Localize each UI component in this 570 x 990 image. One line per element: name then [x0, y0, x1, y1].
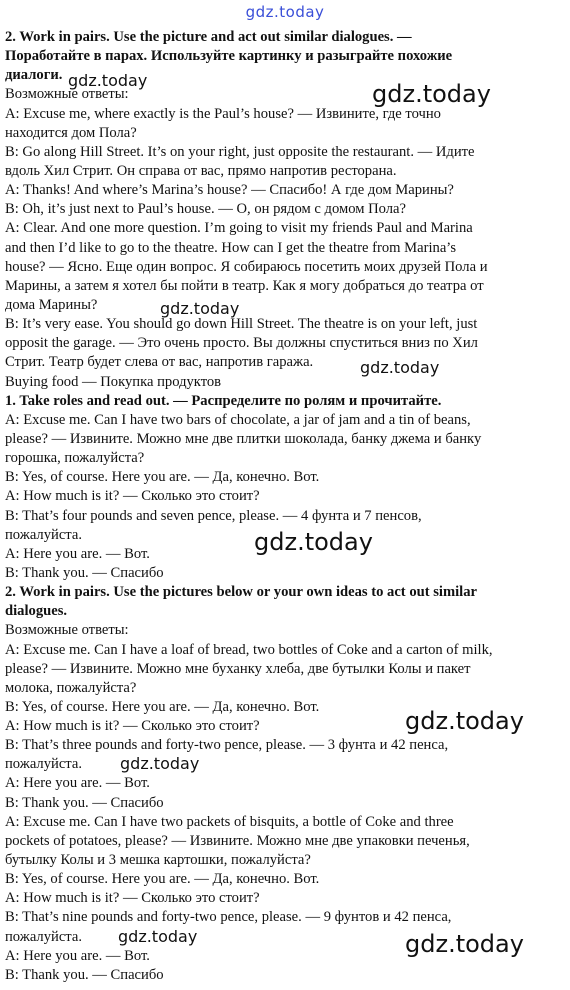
text-line: Марины, а затем я хотел бы пойти в театр. Как я могу добраться до театра от [5, 277, 484, 294]
text-line: A: Excuse me. Can I have a loaf of bread, two bottles of Coke and a carton of milk, [5, 641, 493, 658]
text-line: Buying food — Покупка продуктов [5, 373, 222, 390]
heading-line: Поработайте в парах. Используйте картинку и разыграйте похожие [5, 48, 453, 65]
watermark: gdz.today [118, 927, 198, 946]
text-line: B: Yes, of course. Here you are. — Да, конечно. Вот. [5, 871, 320, 888]
text-line: B: Go along Hill Street. It’s on your right, just opposite the restaurant. — Идите [5, 143, 475, 160]
text-line: B: Thank you. — Спасибо [5, 966, 164, 983]
text-line: B: Yes, of course. Here you are. — Да, конечно. Вот. [5, 469, 320, 486]
text-line: house? — Ясно. Еще один вопрос. Я собираюсь посетить моих друзей Пола и [5, 258, 488, 275]
header-watermark: gdz.today [245, 3, 325, 21]
text-line: находится дом Пола? [5, 124, 137, 141]
text-line: B: It’s very ease. You should go down Hill Street. The theatre is on your left, just [5, 316, 478, 333]
watermark: gdz.today [68, 71, 148, 90]
text-line: A: Here you are. — Вот. [5, 775, 150, 792]
text-line: and then I’d like to go to the theatre. How can I get the theatre from Marina’s [5, 239, 457, 256]
text-line: please? — Извините. Можно мне две плитки шоколада, банку джема и банку [5, 430, 482, 447]
text-line: opposit the garage. — Это очень просто. Вы должны спуститься вниз по Хил [5, 335, 478, 352]
watermark: gdz.today [405, 707, 524, 735]
text-line: A: Excuse me, where exactly is the Paul’s house? — Извините, где точно [5, 105, 441, 122]
text-line: B: That’s four pounds and seven pence, please. — 4 фунта и 7 пенсов, [5, 507, 422, 524]
watermark: gdz.today [254, 528, 373, 556]
text-line: A: Excuse me. Can I have two packets of bisquits, a bottle of Coke and three [5, 813, 454, 830]
document-body [5, 28, 565, 985]
text-line: A: Excuse me. Can I have two bars of chocolate, a jar of jam and a tin of beans, [5, 411, 471, 428]
text-line: Стрит. Театр будет слева от вас, напротив гаража. [5, 354, 314, 371]
text-line: please? — Извините. Можно мне буханку хлеба, две бутылки Колы и пакет [5, 660, 471, 677]
heading-line: dialogues. [5, 603, 68, 620]
text-line: A: How much is it? — Сколько это стоит? [5, 718, 260, 735]
watermark: gdz.today [360, 358, 440, 377]
text-line: пожалуйста. [5, 928, 82, 945]
text-line: A: Here you are. — Вот. [5, 947, 150, 964]
watermark: gdz.today [120, 754, 200, 773]
text-line: горошка, пожалуйста? [5, 450, 145, 467]
text-line: пожалуйста. [5, 756, 82, 773]
text-line: дома Марины? [5, 296, 98, 313]
text-line: B: Thank you. — Спасибо [5, 564, 164, 581]
text-line: pockets of potatoes, please? — Извините. Можно мне две упаковки печенья, [5, 832, 470, 849]
text-line: B: Thank you. — Спасибо [5, 794, 164, 811]
text-line: B: Yes, of course. Here you are. — Да, конечно. Вот. [5, 698, 320, 715]
heading-line: 1. Take roles and read out. — Распределите по ролям и прочитайте. [5, 392, 442, 409]
text-line: A: How much is it? — Сколько это стоит? [5, 488, 260, 505]
text-line: бутылку Колы и 3 мешка картошки, пожалуйста? [5, 852, 311, 869]
heading-line: 2. Work in pairs. Use the picture and act out similar dialogues. — [5, 29, 412, 45]
text-line: молока, пожалуйста? [5, 679, 137, 696]
text-line: Возможные ответы: [5, 622, 129, 639]
text-line: B: Oh, it’s just next to Paul’s house. — О, он рядом с домом Пола? [5, 201, 406, 218]
text-line: B: That’s nine pounds and forty-two pence, please. — 9 фунтов и 42 пенса, [5, 909, 452, 926]
heading-line: 2. Work in pairs. Use the pictures below or your own ideas to act out similar [5, 584, 478, 601]
heading-line: диалоги. [5, 67, 63, 84]
text-line: A: Here you are. — Вот. [5, 545, 150, 562]
watermark: gdz.today [405, 930, 524, 958]
text-line: вдоль Хил Стрит. Он справа от вас, прямо напротив ресторана. [5, 162, 397, 179]
text-line: Возможные ответы: [5, 86, 129, 103]
watermark: gdz.today [160, 299, 240, 318]
text-line: A: Clear. And one more question. I’m going to visit my friends Paul and Marina [5, 220, 473, 237]
text-line: A: Thanks! And where’s Marina’s house? — Спасибо! А где дом Марины? [5, 182, 454, 199]
text-line: A: How much is it? — Сколько это стоит? [5, 890, 260, 907]
watermark: gdz.today [372, 80, 491, 108]
text-line: B: That’s three pounds and forty-two pence, please. — 3 фунта и 42 пенса, [5, 737, 449, 754]
text-line: пожалуйста. [5, 526, 82, 543]
